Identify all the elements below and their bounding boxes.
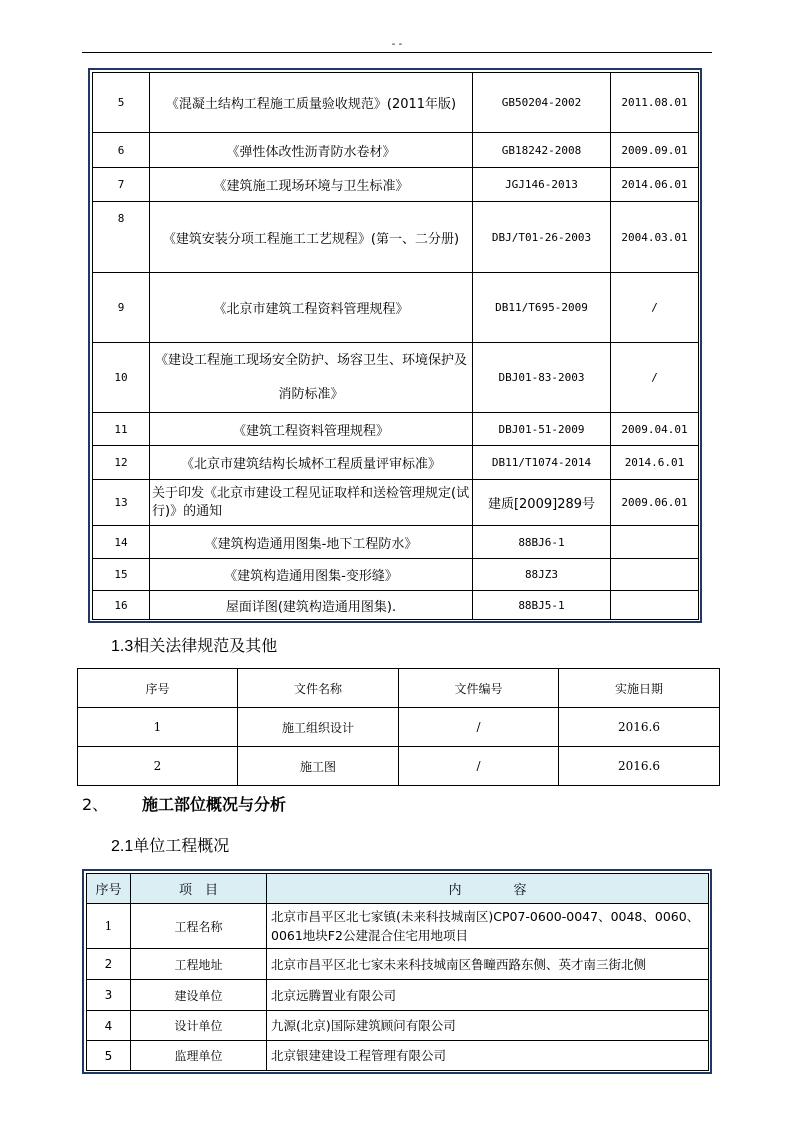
table-row [93,480,699,526]
row-number: 14 [93,526,150,559]
effective-date: 2004.03.01 [611,202,699,273]
table-row [87,1041,709,1071]
table-row [78,747,720,786]
item-name: 工程地址 [131,949,267,980]
standard-code: DBJ/T01-26-2003 [473,202,611,273]
effective-date: 2009.04.01 [611,413,699,446]
standard-name: 《建筑构造通用图集-地下工程防水》 [150,526,473,559]
effective-date: 2009.09.01 [611,133,699,168]
row-number: 10 [93,343,150,413]
file-code: / [399,708,559,747]
column-header: 序号 [87,874,131,904]
item-name: 设计单位 [131,1011,267,1041]
standard-code: DBJ01-83-2003 [473,343,611,413]
table-row [93,73,699,133]
item-name: 工程名称 [131,904,267,949]
project-table [86,873,709,1071]
row-number: 15 [93,559,150,591]
row-number: 2 [87,949,131,980]
file-name: 施工图 [238,747,399,786]
row-number: 1 [87,904,131,949]
table-row [93,168,699,202]
effective-date [611,559,699,591]
row-number: 7 [93,168,150,202]
effective-date [611,526,699,559]
column-header: 实施日期 [559,669,720,708]
row-number: 11 [93,413,150,446]
file-code: / [399,747,559,786]
row-number: 1 [78,708,238,747]
table-row [93,343,699,413]
column-header: 内 容 [267,874,709,904]
row-number: 6 [93,133,150,168]
law-table [77,668,720,786]
item-content: 九源(北京)国际建筑顾问有限公司 [267,1011,709,1041]
table-row [87,980,709,1011]
section-heading-1-3: 1.3相关法律规范及其他 [111,638,278,655]
table-header-row [78,669,720,708]
section-title: 施工部位概况与分析 [142,795,287,814]
row-number: 5 [87,1041,131,1071]
column-header: 序号 [78,669,238,708]
effective-date [611,591,699,620]
standard-code: JGJ146-2013 [473,168,611,202]
item-content: 北京银建建设工程管理有限公司 [267,1041,709,1071]
header-rule [82,52,712,53]
standard-code: DB11/T695-2009 [473,273,611,343]
table-row [87,1011,709,1041]
column-header: 文件编号 [399,669,559,708]
standard-name: 《建筑工程资料管理规程》 [150,413,473,446]
standards-table [92,72,699,620]
item-content: 北京远腾置业有限公司 [267,980,709,1011]
standard-name: 《弹性体改性沥青防水卷材》 [150,133,473,168]
standard-name: 《混凝土结构工程施工质量验收规范》(2011年版) [150,73,473,133]
standard-name: 《北京市建筑结构长城杯工程质量评审标准》 [150,446,473,480]
standard-code: 88BJ6-1 [473,526,611,559]
standard-name: 屋面详图(建筑构造通用图集). [150,591,473,620]
row-number: 13 [93,480,150,526]
effective-date: 2016.6 [559,708,720,747]
standard-name: 《建筑施工现场环境与卫生标准》 [150,168,473,202]
standard-code: 88JZ3 [473,559,611,591]
item-name: 建设单位 [131,980,267,1011]
effective-date: / [611,343,699,413]
table-row [93,591,699,620]
effective-date: / [611,273,699,343]
table-row [93,273,699,343]
effective-date: 2011.08.01 [611,73,699,133]
page-header-mark: - - [391,39,403,50]
item-content: 北京市昌平区北七家镇(未来科技城南区)CP07-0600-0047、0048、0060、0061地块F2公建混合住宅用地项目 [267,904,709,949]
table-row [93,413,699,446]
standard-name: 《北京市建筑工程资料管理规程》 [150,273,473,343]
row-number: 12 [93,446,150,480]
section-number: 2、 [82,795,109,814]
column-header: 文件名称 [238,669,399,708]
column-header: 项 目 [131,874,267,904]
section-heading-2-1: 2.1单位工程概况 [111,838,230,855]
table-row [93,446,699,480]
row-number: 2 [78,747,238,786]
effective-date: 2014.06.01 [611,168,699,202]
row-number: 9 [93,273,150,343]
standard-code: GB18242-2008 [473,133,611,168]
table-row [93,133,699,168]
standard-name: 关于印发《北京市建设工程见证取样和送检管理规定(试行)》的通知 [150,480,473,526]
table-row [78,708,720,747]
project-table-frame [82,869,712,1074]
standard-code: GB50204-2002 [473,73,611,133]
item-name: 监理单位 [131,1041,267,1071]
item-content: 北京市昌平区北七家未来科技城南区鲁疃西路东侧、英才南三街北侧 [267,949,709,980]
table-row [87,904,709,949]
row-number: 4 [87,1011,131,1041]
table-row [87,949,709,980]
row-number: 3 [87,980,131,1011]
standard-code: 88BJ5-1 [473,591,611,620]
row-number: 5 [93,73,150,133]
file-name: 施工组织设计 [238,708,399,747]
table-row [93,202,699,273]
effective-date: 2009.06.01 [611,480,699,526]
standard-name: 《建设工程施工现场安全防护、场容卫生、环境保护及消防标准》 [150,343,473,413]
row-number: 16 [93,591,150,620]
effective-date: 2016.6 [559,747,720,786]
table-header-row [87,874,709,904]
standards-table-frame [88,68,702,623]
table-row [93,526,699,559]
standard-code: DBJ01-51-2009 [473,413,611,446]
table-row [93,559,699,591]
standard-name: 《建筑构造通用图集-变形缝》 [150,559,473,591]
standard-code: 建质[2009]289号 [473,480,611,526]
row-number: 8 [93,202,150,273]
standard-code: DB11/T1074-2014 [473,446,611,480]
section-heading-2 [82,794,286,816]
effective-date: 2014.6.01 [611,446,699,480]
standard-name: 《建筑安装分项工程施工工艺规程》(第一、二分册) [150,202,473,273]
